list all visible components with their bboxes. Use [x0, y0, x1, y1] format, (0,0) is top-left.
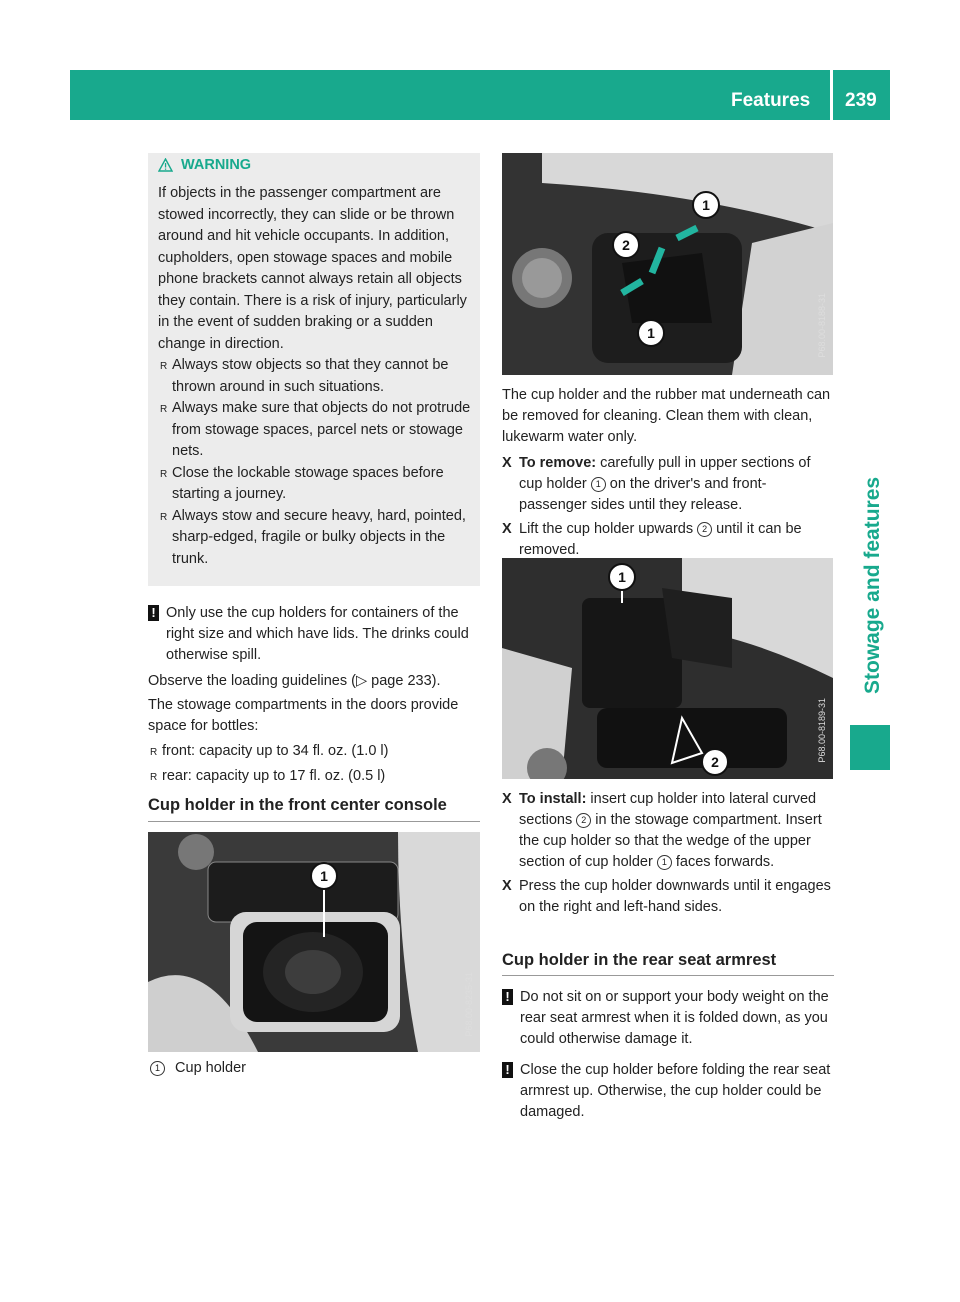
- warning-bullet: R Always stow objects so that they cannot be thrown around in such situations.: [160, 355, 476, 398]
- photo-front-console-cupholder: [148, 832, 480, 1052]
- warning-body: [158, 183, 476, 570]
- callout-number: 2: [576, 813, 591, 828]
- bullet-marker: R: [160, 404, 168, 415]
- image-code: P68.00-8235-31: [464, 972, 474, 1037]
- warning-bullet: R Always stow and secure heavy, hard, pointed, sharp-edged, fragile or bulky objects in the trunk.: [160, 506, 476, 571]
- step-marker-icon: X: [502, 791, 512, 807]
- exclamation-icon: !: [502, 1062, 513, 1078]
- exclamation-icon: !: [148, 605, 159, 621]
- section-heading-rear: Cup holder in the rear seat armrest: [502, 951, 777, 969]
- photo-cupholder-install: [502, 558, 833, 779]
- page-ref-arrow-icon: ▷: [355, 673, 368, 689]
- doors-intro: The stowage compartments in the doors provide space for bottles:: [148, 697, 459, 734]
- step-marker-icon: X: [502, 455, 512, 471]
- warning-bullet: R Always make sure that objects do not protrude from stowage spaces, parcel nets or stowage nets.: [160, 398, 476, 463]
- note-cup-holders: ! Only use the cup holders for containers of the right size and which have lids. The drinks could otherwise spill.: [148, 603, 480, 666]
- warning-bullet: R Close the lockable stowage spaces before starting a journey.: [160, 463, 476, 506]
- right-column-install: [502, 789, 834, 918]
- door-bullet: R rear: capacity up to 17 fl. oz. (0.5 l): [150, 766, 480, 788]
- step-install: X To install: insert cup holder into lateral curved sections 2 in the stowage compartment. Insert the cup holder so that the wedge of the upper section of cup holder 1 faces forwards.: [502, 789, 834, 873]
- callout-number: 1: [657, 855, 672, 870]
- callout-badge: 2: [701, 748, 729, 776]
- section-heading-front: Cup holder in the front center console: [148, 796, 447, 814]
- warning-text: If objects in the passenger compartment are stowed incorrectly, they can slide or be thrown around and hit vehicle occupants. In addition, cupholders, open stowage spaces and mobile phone brackets cannot always retain all objects they contain. There is a risk of injury, particularly in the event of sudden braking or a sudden change in direction.: [158, 185, 467, 352]
- step-marker-icon: X: [502, 878, 512, 894]
- image-code: P68.00-8189-31: [817, 698, 827, 763]
- header-divider: [830, 70, 833, 120]
- warning-heading: [158, 157, 251, 173]
- chapter-tab-marker: [850, 725, 890, 770]
- exclamation-icon: !: [502, 989, 513, 1005]
- note-armrest: ! Do not sit on or support your body weight on the rear seat armrest when it is folded down, as you could otherwise damage it.: [502, 987, 834, 1050]
- bullet-marker: R: [160, 511, 168, 523]
- bullet-marker: R: [160, 468, 168, 480]
- callout-badge: 1: [692, 191, 720, 219]
- loading-guidelines: Observe the loading guidelines (▷ page 233).: [148, 673, 441, 689]
- callout-badge: 1: [608, 563, 636, 591]
- warning-triangle-icon: [158, 158, 173, 172]
- door-bullet: R front: capacity up to 34 fl. oz. (1.0 l): [150, 741, 480, 763]
- photo-cupholder-removal: [502, 153, 833, 375]
- page-section-title: Features: [731, 90, 811, 111]
- callout-number: 1: [150, 1061, 165, 1076]
- install-illustration: [502, 558, 833, 779]
- figure-caption: 1 Cup holder: [150, 1058, 480, 1079]
- heading-rule: [502, 975, 834, 976]
- left-column-text: [148, 603, 480, 788]
- callout-number: 1: [591, 477, 606, 492]
- image-code: P68.00-8188-31: [817, 293, 827, 358]
- bullet-marker: R: [150, 772, 158, 783]
- callout-badge: 1: [637, 319, 665, 347]
- note-close-cupholder: ! Close the cup holder before folding the rear seat armrest up. Otherwise, the cup holder could be damaged.: [502, 1060, 834, 1123]
- callout-badge: 1: [310, 862, 338, 890]
- step-press: X Press the cup holder downwards until it engages on the right and left-hand sides.: [502, 876, 834, 918]
- heading-rule: [148, 821, 480, 822]
- step-remove: X To remove: carefully pull in upper sections of cup holder 1 on the driver's and front-passenger sides until they release.: [502, 453, 834, 516]
- step-marker-icon: X: [502, 521, 512, 537]
- callout-number: 2: [697, 522, 712, 537]
- bullet-marker: R: [160, 361, 168, 372]
- warning-title: WARNING: [181, 157, 252, 173]
- rear-notes: [502, 987, 834, 1123]
- callout-badge: 2: [612, 231, 640, 259]
- page-number: 239: [845, 90, 877, 111]
- removal-intro: The cup holder and the rubber mat underneath can be removed for cleaning. Clean them with clean, lukewarm water only.: [502, 387, 831, 445]
- step-lift: X Lift the cup holder upwards 2 until it can be removed.: [502, 519, 834, 561]
- right-column-removal: [502, 385, 834, 561]
- bullet-marker: R: [150, 747, 158, 758]
- removal-illustration: [502, 153, 833, 375]
- chapter-tab-label: Stowage and features: [861, 476, 884, 694]
